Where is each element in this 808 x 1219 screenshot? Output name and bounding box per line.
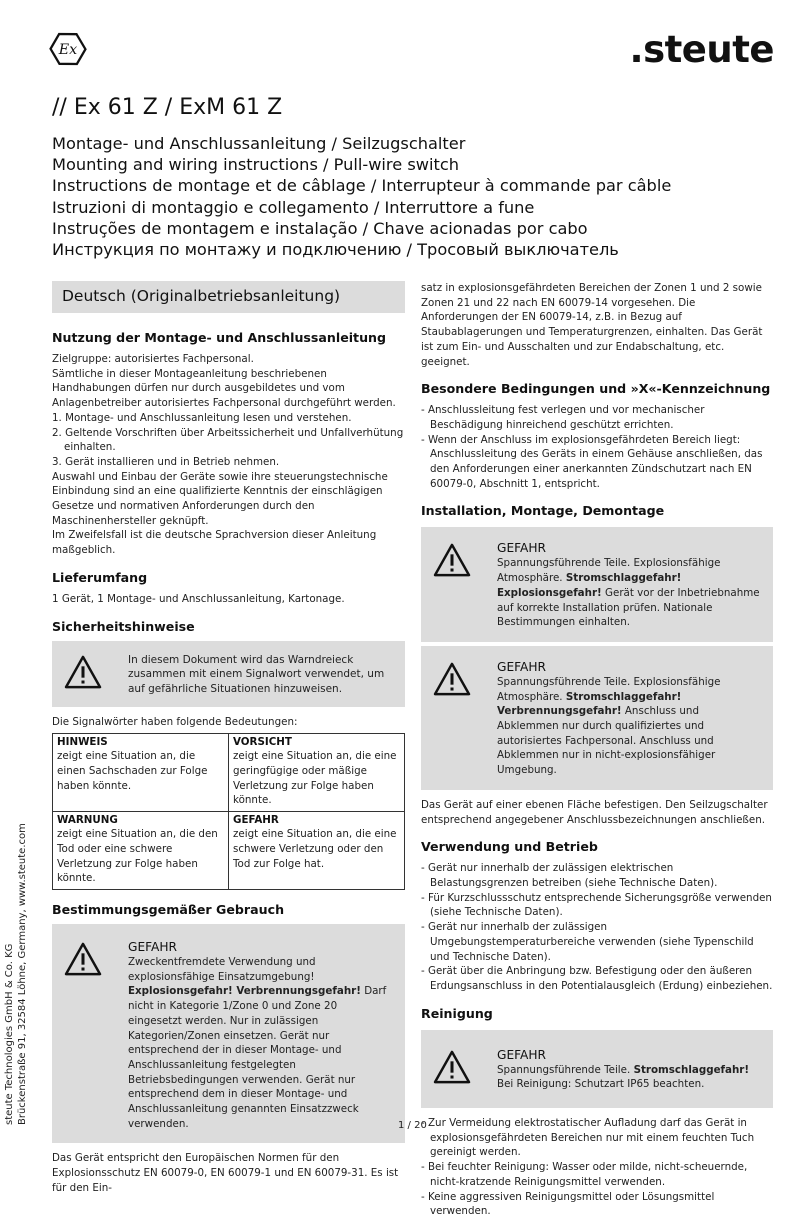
danger-title: GEFAHR: [497, 541, 547, 556]
warning-triangle-icon: [433, 662, 471, 696]
warning-triangle-icon: [433, 543, 471, 577]
ex-hexagon-logo-icon: [49, 30, 87, 68]
usage-target-group: Zielgruppe: autorisiertes Fachpersonal.: [52, 353, 254, 365]
language-heading: Deutsch (Originalbetriebsanleitung): [52, 281, 405, 313]
continued-text: satz in explosionsgefährdeten Bereichen der Zonen 1 und 2 sowie Zonen 21 und 22 nach EN 60079-14 vorgesehen. Die Anforderungen der EN 60079-14, z.B. in Bezug auf Staubablagerungen und Temperaturgrenzen, einhalten. Das Gerät ist zum Ein- und Ausschalten und zur Endabschaltung, etc. geeignet.: [421, 282, 763, 368]
table-row: [53, 812, 405, 890]
list-item: - Für Kurzschlussschutz entsprechende Sicherungsgröße verwenden (siehe Technische Daten).: [421, 891, 772, 919]
signal-word: HINWEIS: [57, 736, 108, 749]
danger-box: [421, 1030, 773, 1108]
signal-meaning: zeigt eine Situation an, die einen Sachschaden zur Folge haben könnte.: [57, 750, 208, 792]
svg-text:Ex: Ex: [58, 42, 78, 59]
list-item: - Wenn der Anschluss im explosionsgefährdeten Bereich liegt: Anschlussleitung des Geräts in einem Gehäuse anschließen, das den Anforderungen einer anerkannten Zündschutzart nach EN 60079-0, Abschnitt 1, entspricht.: [421, 433, 763, 490]
cleaning-heading: Reinigung: [421, 1005, 493, 1021]
danger-text: Zweckentfremdete Verwendung und explosionsfähige Einsatzumgebung! Explosionsgefahr! Verbrennungsgefahr! Darf nicht in Kategorie 1/Zone 0 und Zone 20 eingesetzt werden. Nur in zulässigen Kategorien/Zonen einsetzen. Gerät nur entsprechend der in dieser Montage- und Anschlussanleitung festgelegten Betriebsbedingungen verwenden. Gerät nur entsprechend dem in dieser Montage- und Anschlussanleitung genannten Einsatzzweck verwenden.: [128, 955, 387, 1130]
left-column: [52, 281, 405, 1196]
subtitle-de: Montage- und Anschlussanleitung / Seilzugschalter: [52, 134, 466, 153]
right-column: [421, 281, 773, 1219]
subtitle-fr: Instructions de montage et de câblage / Interrupteur à commande par câble: [52, 176, 672, 196]
list-item: - Gerät über die Anbringung bzw. Befestigung oder den äußeren Erdungsanschluss in den Potentialausgleich (Erdung) einbeziehen.: [421, 965, 773, 992]
signal-meaning: zeigt eine Situation an, die eine geringfügige oder mäßige Verletzung zur Folge haben könnte.: [233, 750, 397, 807]
danger-box: [421, 646, 773, 790]
list-item: - Gerät nur innerhalb der zulässigen Umgebungstemperaturbereiche verwenden (siehe Typenschild und Technische Daten).: [421, 921, 754, 963]
danger-text: Spannungsführende Teile. Explosionsfähige Atmosphäre. Stromschlaggefahr! Verbrennungsgefahr! Anschluss und Abklemmen nur durch qualifiziertes und autorisiertes Fachpersonal. Anschluss und Abklemmen nur in nicht-explosionsfähiger Umgebung.: [497, 675, 721, 777]
installation-text: Das Gerät auf einer ebenen Fläche befestigen. Den Seilzugschalter entsprechend angegebener Anschlussbezeichnungen anschließen.: [421, 798, 768, 826]
signal-words-table: [52, 733, 405, 890]
safety-note-text: In diesem Dokument wird das Warndreieck zusammen mit einem Signalwort verwendet, um auf gefährliche Situationen hinzuweisen.: [128, 653, 385, 695]
cleaning-list: [421, 1116, 773, 1219]
warning-triangle-icon: [64, 655, 102, 689]
page-title: // Ex 61 Z / ExM 61 Z: [52, 95, 283, 120]
list-item: 2. Geltende Vorschriften über Arbeitssicherheit und Unfallverhütung einhalten.: [52, 426, 404, 454]
usage-paragraph: Auswahl und Einbau der Geräte sowie ihre steuerungstechnische Einbindung sind an eine qualifizierte Kenntnis der einschlägigen Gesetze und normativen Anforderungen durch den Maschinenhersteller geknüpft.: [52, 470, 388, 527]
subtitle-en: Mounting and wiring instructions / Pull-wire switch: [52, 155, 460, 175]
danger-text: Spannungsführende Teile. Explosionsfähige Atmosphäre. Stromschlaggefahr! Explosionsgefahr! Gerät vor der Inbetriebnahme auf korrekte Installation prüfen. Nationale Bestimmungen einhalten.: [497, 557, 760, 629]
danger-title: GEFAHR: [497, 659, 547, 674]
danger-title: GEFAHR: [497, 1047, 547, 1062]
list-item: - Keine aggressiven Reinigungsmittel oder Lösungsmittel verwenden.: [421, 1190, 715, 1218]
scope-heading: Lieferumfang: [52, 569, 148, 585]
usage-paragraph: Im Zweifelsfall ist die deutsche Sprachversion dieser Anleitung maßgeblich.: [52, 529, 377, 557]
special-conditions-heading: Besondere Bedingungen und »X«-Kennzeichnung: [421, 381, 771, 397]
norms-text: Das Gerät entspricht den Europäischen Normen für den Explosionsschutz EN 60079-0, EN 60079-1 und EN 60079-31. Es ist für den Ein-: [52, 1152, 399, 1194]
danger-box: [52, 924, 405, 1143]
table-row: [53, 734, 405, 812]
operation-list: [421, 861, 773, 993]
subtitle-list: [52, 133, 782, 260]
scope-text: 1 Gerät, 1 Montage- und Anschlussanleitung, Kartonage.: [52, 592, 345, 605]
safety-heading: Sicherheitshinweise: [52, 618, 195, 634]
brand-logo: .steute: [629, 28, 774, 71]
special-conditions-list: [421, 403, 773, 491]
subtitle-ru: Инструкция по монтажу и подключению / Тросовый выключатель: [52, 240, 619, 260]
operation-heading: Verwendung und Betrieb: [421, 839, 598, 855]
table-cell: [53, 812, 229, 890]
list-item: - Gerät nur innerhalb der zulässigen elektrischen Belastungsgrenzen betreiben (siehe Technische Daten).: [421, 862, 718, 889]
danger-box: [421, 527, 773, 642]
subtitle-it: Istruzioni di montaggio e collegamento / Interruttore a fune: [52, 197, 535, 217]
signal-word: GEFAHR: [233, 814, 279, 827]
company-address: [3, 823, 29, 1125]
signal-intro: Die Signalwörter haben folgende Bedeutungen:: [52, 715, 298, 728]
table-cell: [229, 812, 405, 890]
list-item: - Zur Vermeidung elektrostatischer Aufladung darf das Gerät in explosionsgefährdeten Bereichen nur mit einem feuchten Tuch gereinigt werden.: [421, 1117, 755, 1159]
intended-use-heading: Bestimmungsgemäßer Gebrauch: [52, 901, 285, 917]
safety-note-box: [52, 641, 405, 707]
signal-meaning: zeigt eine Situation an, die den Tod oder eine schwere Verletzung zur Folge haben könnte.: [57, 828, 218, 885]
table-cell: [229, 734, 405, 812]
signal-meaning: zeigt eine Situation an, die eine schwere Verletzung oder den Tod zur Folge hat.: [233, 828, 397, 870]
warning-triangle-icon: [433, 1050, 471, 1084]
danger-title: GEFAHR: [128, 939, 178, 954]
signal-word: VORSICHT: [233, 736, 292, 749]
usage-paragraph: Sämtliche in dieser Montageanleitung beschriebenen Handhabungen dürfen nur durch ausgebildetes und vom Anlagenbetreiber autorisiertes Fachpersonal durchgeführt werden.: [52, 367, 396, 410]
page-number: 1 / 20: [398, 1120, 427, 1131]
danger-text: Spannungsführende Teile. Stromschlaggefahr! Bei Reinigung: Schutzart IP65 beachten.: [497, 1063, 750, 1091]
warning-triangle-icon: [64, 942, 102, 976]
subtitle-pt: Instruções de montagem e instalação / Chave acionadas por cabo: [52, 218, 588, 238]
list-item: 1. Montage- und Anschlussanleitung lesen und verstehen.: [52, 411, 352, 424]
usage-heading: Nutzung der Montage- und Anschlussanleitung: [52, 330, 387, 345]
installation-heading: Installation, Montage, Demontage: [421, 503, 665, 519]
list-item: - Bei feuchter Reinigung: Wasser oder milde, nicht-scheuernde, nicht-kratzende Reinigungsmittel verwenden.: [421, 1161, 748, 1188]
list-item: - Anschlussleitung fest verlegen und vor mechanischer Beschädigung hinreichend geschützt errichten.: [421, 404, 705, 431]
company-street: Brückenstraße 91, 32584 Löhne, Germany, www.steute.com: [17, 823, 28, 1125]
company-name: steute Technologies GmbH & Co. KG: [4, 943, 15, 1125]
table-cell: [53, 734, 229, 812]
usage-steps: [52, 411, 405, 470]
list-item: 3. Gerät installieren und in Betrieb nehmen.: [52, 455, 280, 468]
signal-word: WARNUNG: [57, 814, 118, 827]
